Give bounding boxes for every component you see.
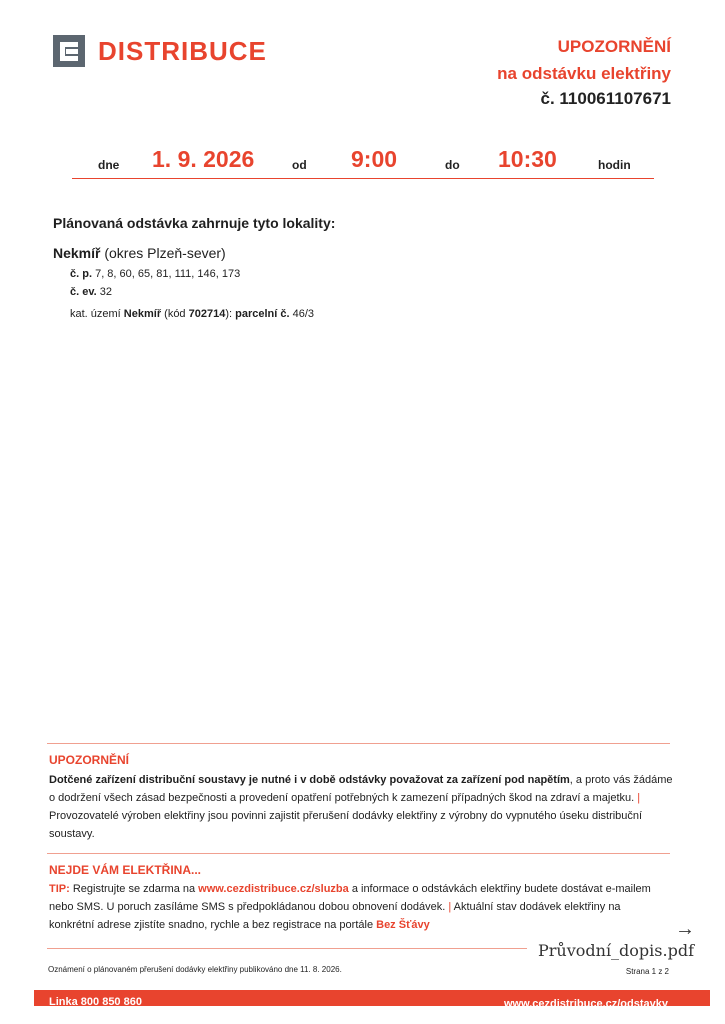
website-link[interactable]: www.cezdistribuce.cz/odstavky [503,998,668,1010]
page-number: Strana 1 z 2 [625,967,669,976]
arrow-right-icon[interactable]: → [675,918,695,940]
warning-heading: UPOZORNĚNÍ [49,753,130,767]
tip-text-2: a informace o odstávkách elektřiny budete dostávat e-mailem nebo SMS. U poruch zasíláme SMS s předpokládanou dobou obnovení dodávek. [49,883,651,913]
company-logo-icon [53,35,85,67]
outage-date: 1. 9. 2026 [152,146,255,172]
logo-text: DISTRIBUCE [98,36,267,66]
file-name-label[interactable]: Průvodní_dopis.pdf [534,941,694,960]
label-to: do [445,158,460,172]
evidence-numbers [70,286,112,298]
time-to: 10:30 [498,146,557,172]
house-numbers [70,268,240,280]
kat-prefix: kat. území [70,308,124,320]
warning-pipe: | [637,792,641,804]
notice-title: UPOZORNĚNÍ [557,37,671,56]
tip-text [49,880,664,934]
portal-link[interactable]: Bez Šťávy [376,919,430,931]
cp-values: 7, 8, 60, 65, 81, 111, 146, 173 [92,268,241,280]
ce-values: 32 [96,286,113,298]
label-day: dne [98,158,120,172]
place-name: Nekmíř [53,245,101,261]
kat-close: ): [225,308,236,320]
kat-code: 702714 [188,308,226,320]
locality-place [53,245,226,261]
cp-label: č. p. [70,268,93,280]
warning-text-1: , a proto vás žádáme o dodržení všech zásad bezpečnosti a provedení opatření potřebných k zamezení případných škod na zdraví a majetku. [49,774,673,804]
kat-mid: (kód [161,308,189,320]
separator-top [47,743,670,744]
warning-text-2: Provozovatelé výroben elektřiny jsou povinni zajistit přerušení dodávky elektřiny z výrobny do vypnutého úseku distribuční soustavy. [49,810,643,840]
place-district: (okres Plzeň-sever) [100,245,226,261]
tip-pipe: | [448,901,452,913]
label-hours: hodin [598,158,631,172]
hotline: Linka 800 850 860 [49,996,142,1008]
warning-bold: Dotčené zařízení distribuční soustavy je nutné i v době odstávky považovat za zařízení pod napětím [49,774,570,786]
date-underline [72,178,654,179]
separator-bottom [47,948,527,949]
notice-number: č. 110061107671 [540,89,671,108]
ce-label: č. ev. [70,286,97,298]
cadastral-area [70,308,314,320]
publication-note: Oznámení o plánovaném přerušení dodávky elektřiny publikováno dne 11. 8. 2026. [48,965,342,974]
label-from: od [292,158,307,172]
tip-text-3: Aktuální stav dodávek elektřiny na konkrétní adrese zjistíte snadno, rychle a bez registrace na portále [49,901,621,931]
notice-subtitle: na odstávku elektřiny [497,64,671,83]
parcel-label: parcelní č. [235,308,290,320]
tip-heading: NEJDE VÁM ELEKTŘINA... [49,863,202,877]
warning-text [49,771,673,843]
parcel-value: 46/3 [289,308,314,320]
time-from: 9:00 [351,146,398,172]
kat-name: Nekmíř [123,308,162,320]
tip-text-1: Registrujte se zdarma na [69,883,199,895]
registration-link[interactable]: www.cezdistribuce.cz/sluzba [198,883,349,895]
locality-heading: Plánovaná odstávka zahrnuje tyto lokality: [53,215,336,231]
tip-label: TIP: [49,883,70,895]
separator-middle [47,853,670,854]
